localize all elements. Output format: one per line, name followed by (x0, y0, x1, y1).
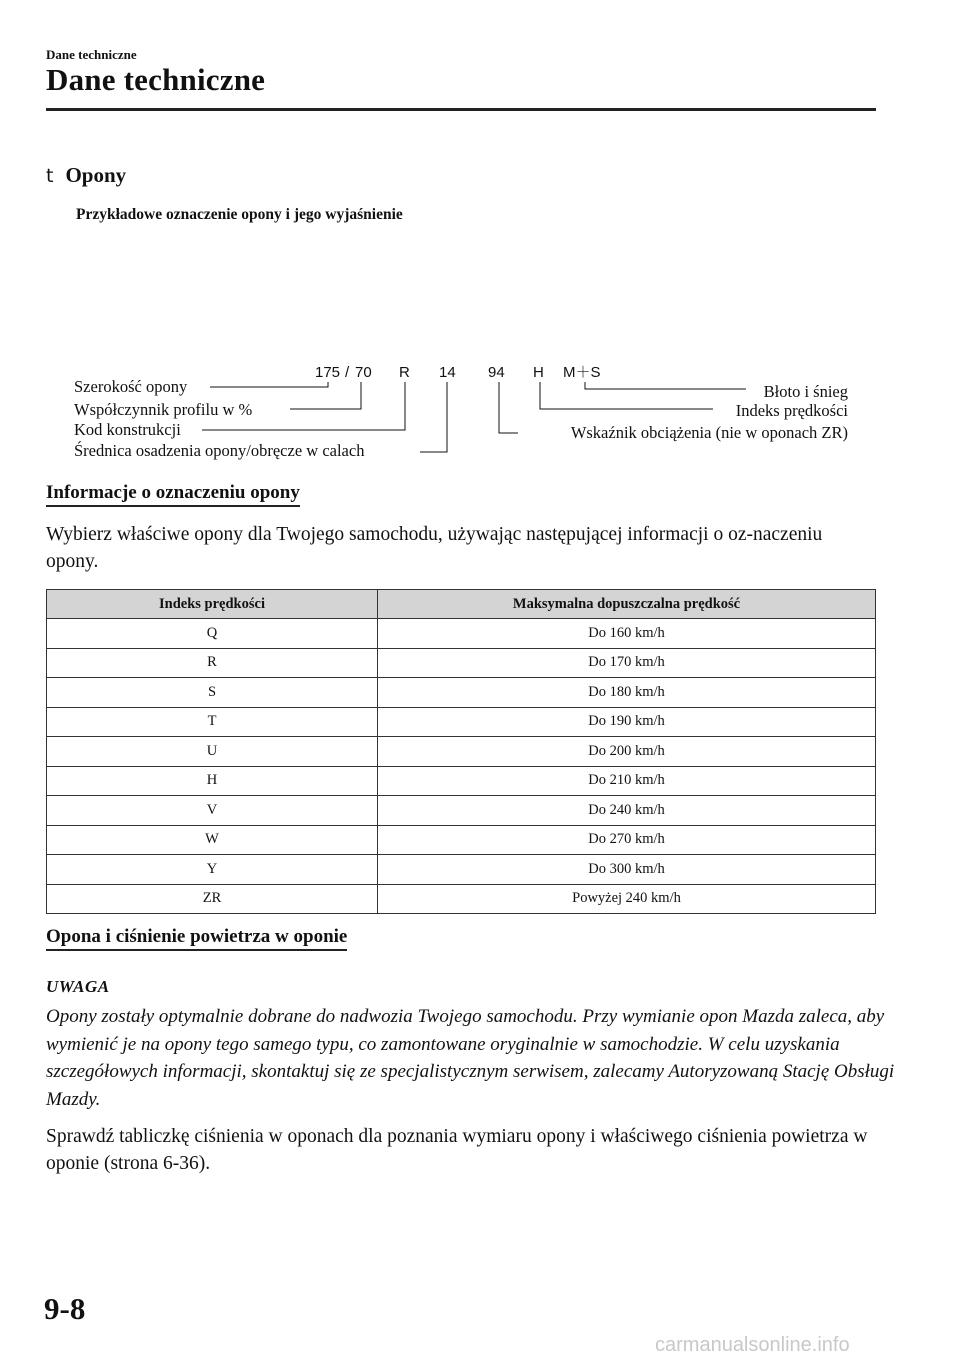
max-speed-cell: Do 210 km/h (378, 766, 876, 796)
section-title: Opony (65, 163, 127, 187)
table-row (47, 707, 876, 737)
max-speed-cell: Do 270 km/h (378, 825, 876, 855)
code-ratio: 70 (355, 364, 372, 381)
speed-index-cell: U (47, 737, 378, 767)
max-speed-cell: Do 170 km/h (378, 648, 876, 678)
table-row (47, 737, 876, 767)
max-speed-cell: Do 200 km/h (378, 737, 876, 767)
code-rim: 14 (439, 364, 456, 381)
table-row (47, 796, 876, 826)
leader-ratio (290, 382, 361, 409)
label-load: Wskaźnik obciążenia (nie w oponach ZR) (570, 423, 848, 442)
label-rim: Średnica osadzenia opony/obręcze w calach (74, 441, 365, 460)
code-load: 94 (488, 364, 505, 381)
table-row (47, 619, 876, 649)
max-speed-cell: Do 300 km/h (378, 855, 876, 885)
speed-index-cell: Q (47, 619, 378, 649)
section-marker-icon: t (46, 165, 54, 187)
info-text: Wybierz właściwe opony dla Twojego samochodu, używając następującej informacji o oz-naczeniu opony. (46, 524, 823, 572)
code-slash: / (345, 364, 350, 381)
note-title: UWAGA (46, 977, 110, 996)
table-row (47, 884, 876, 914)
leader-speed (540, 382, 713, 409)
max-speed-cell: Do 160 km/h (378, 619, 876, 649)
leader-width (210, 382, 328, 387)
pressure-body-text: Sprawdź tabliczkę ciśnienia w oponach dla poznania wymiaru opony i właściwego ciśnienia powietrza w oponie (strona 6-36). (46, 1126, 868, 1174)
leader-season (585, 382, 746, 389)
label-season: Błoto i śnieg (763, 382, 848, 401)
running-head: Dane techniczne (46, 47, 137, 62)
label-ratio: Współczynnik profilu w % (74, 400, 253, 419)
info-heading: Informacje o oznaczeniu opony (46, 482, 300, 507)
leader-load (499, 382, 518, 433)
section-heading (46, 163, 126, 188)
table-row (47, 825, 876, 855)
speed-index-cell: T (47, 707, 378, 737)
table-row (47, 648, 876, 678)
label-speed: Indeks prędkości (735, 401, 848, 420)
speed-index-cell: W (47, 825, 378, 855)
label-width: Szerokość opony (74, 377, 188, 396)
table-header-row (47, 590, 876, 619)
speed-index-table (46, 589, 876, 914)
table-row (47, 766, 876, 796)
table-header-cell: Indeks prędkości (47, 590, 378, 619)
speed-index-cell: Y (47, 855, 378, 885)
table-header-cell: Maksymalna dopuszczalna prędkość (378, 590, 876, 619)
max-speed-cell: Do 240 km/h (378, 796, 876, 826)
code-width: 175 (315, 364, 341, 381)
note-text: Opony zostały optymalnie dobrane do nadwozia Twojego samochodu. Przy wymianie opon Mazda zaleca, aby wymienić je na opony tego samego typu, co zamontowane oryginalnie w samochodzie. W celu uzyskania szczegółowych informacji, skontaktuj się ze specjalistycznym serwisem, zalecamy Autoryzowaną Stację Obsługi Mazdy. (46, 1006, 895, 1110)
speed-index-cell: V (47, 796, 378, 826)
pressure-heading: Opona i ciśnienie powietrza w oponie (46, 926, 347, 951)
table-row (47, 678, 876, 708)
max-speed-cell: Do 190 km/h (378, 707, 876, 737)
speed-index-cell: R (47, 648, 378, 678)
label-construction: Kod konstrukcji (74, 420, 181, 439)
example-title: Przykładowe oznaczenie opony i jego wyjaśnienie (76, 206, 403, 223)
tire-code-diagram (0, 355, 960, 465)
leader-rim (420, 382, 447, 452)
chapter-title: Dane techniczne (46, 62, 266, 97)
code-construction: R (399, 364, 410, 381)
speed-index-cell: H (47, 766, 378, 796)
max-speed-cell: Powyżej 240 km/h (378, 884, 876, 914)
code-season: M＋S (563, 364, 601, 381)
code-speed: H (533, 364, 544, 381)
table-row (47, 855, 876, 885)
max-speed-cell: Do 180 km/h (378, 678, 876, 708)
speed-index-cell: ZR (47, 884, 378, 914)
speed-index-cell: S (47, 678, 378, 708)
page-number: 9-8 (44, 1291, 86, 1326)
title-rule (46, 108, 876, 111)
watermark: carmanualsonline.info (655, 1334, 850, 1356)
